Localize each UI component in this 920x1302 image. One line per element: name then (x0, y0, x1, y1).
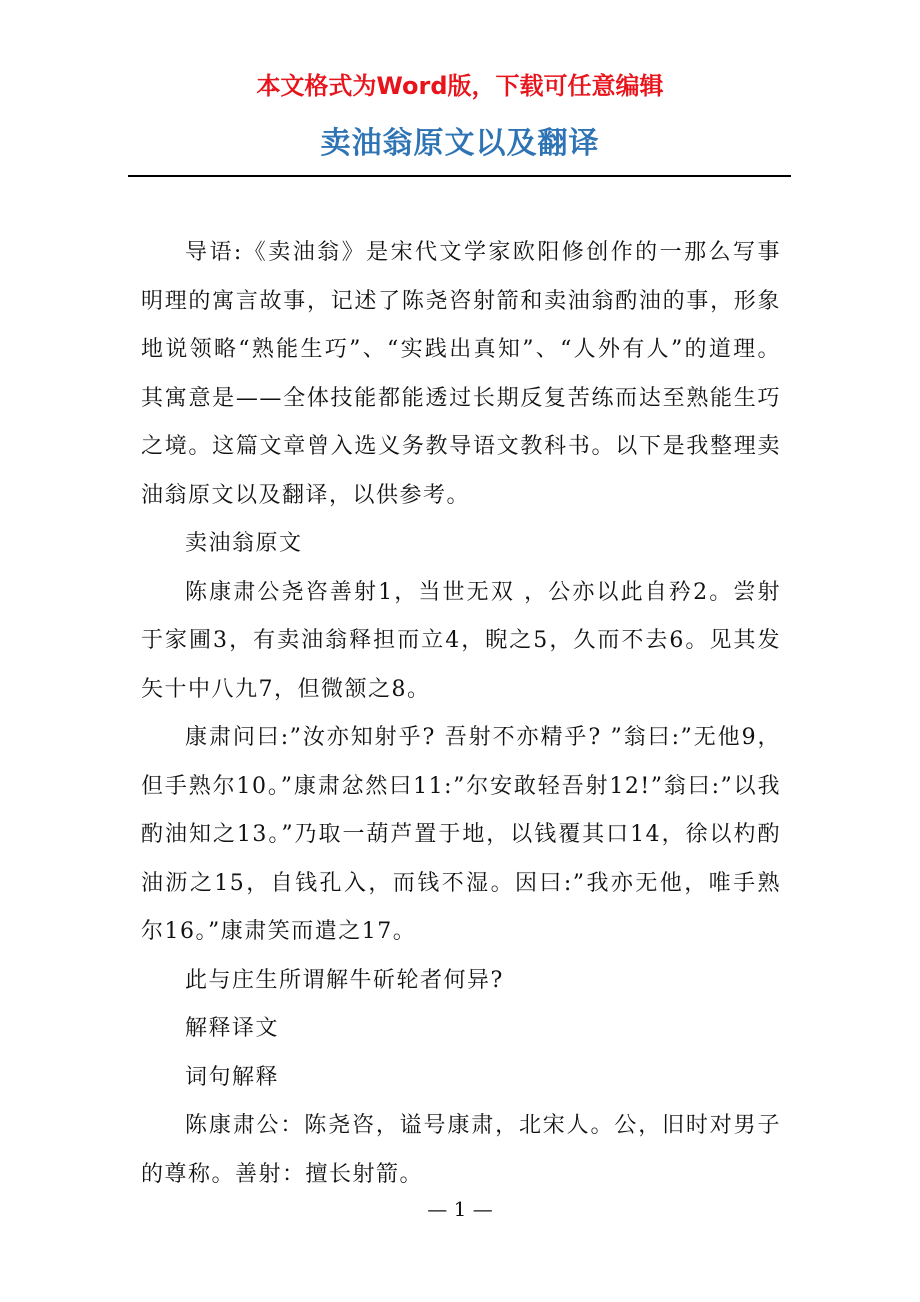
paragraph-intro: 导语:《卖油翁》是宋代文学家欧阳修创作的一那么写事明理的寓言故事，记述了陈尧咨射箭和卖油翁酌油的事，形象地说领略“熟能生巧”、“实践出真知”、“人外有人”的道理。其寓意是——全体技能都能透过长期反复苦练而达至熟能生巧之境。这篇文章曾入选义务教导语文教科书。以下是我整理卖油翁原文以及翻译，以供参考。 (141, 240, 781, 508)
heading-translation: 解释译文 (185, 1016, 280, 1041)
page-number: — 1 — (427, 1197, 493, 1221)
paragraph-glossary-1: 陈康肃公：陈尧咨，谥号康肃，北宋人。公，旧时对男子的尊称。善射：擅长射箭。 (141, 1113, 781, 1187)
paragraph-original-2: 康肃问曰:”汝亦知射乎? 吾射不亦精乎? ”翁曰:”无他9， 但手熟尔10。”康肃忿然曰11:”尔安敢轻吾射12!”翁曰:”以我酌油知之13。”乃取一葫芦置于地，以钱覆其口14，徐以杓酌油沥之15，自钱孔入，而钱不湿。因曰:”我亦无他，唯手熟尔16。”康肃笑而遣之17。 (141, 725, 781, 944)
paragraph-original-1: 陈康肃公尧咨善射1，当世无双 ，公亦以此自矜2。尝射于家圃3，有卖油翁释担而立4，睨之5，久而不去6。见其发矢十中八九7，但微颔之8。 (141, 579, 781, 702)
paragraph-original-3: 此与庄生所谓解牛斫轮者何异? (185, 967, 504, 993)
title-divider (128, 175, 791, 177)
download-banner: 本文格式为Word版，下载可任意编辑 (256, 72, 664, 100)
document-body (141, 229, 781, 1199)
heading-original-text: 卖油翁原文 (185, 531, 303, 556)
document-title: 卖油翁原文以及翻译 (320, 126, 600, 161)
heading-glossary: 词句解释 (185, 1064, 280, 1090)
